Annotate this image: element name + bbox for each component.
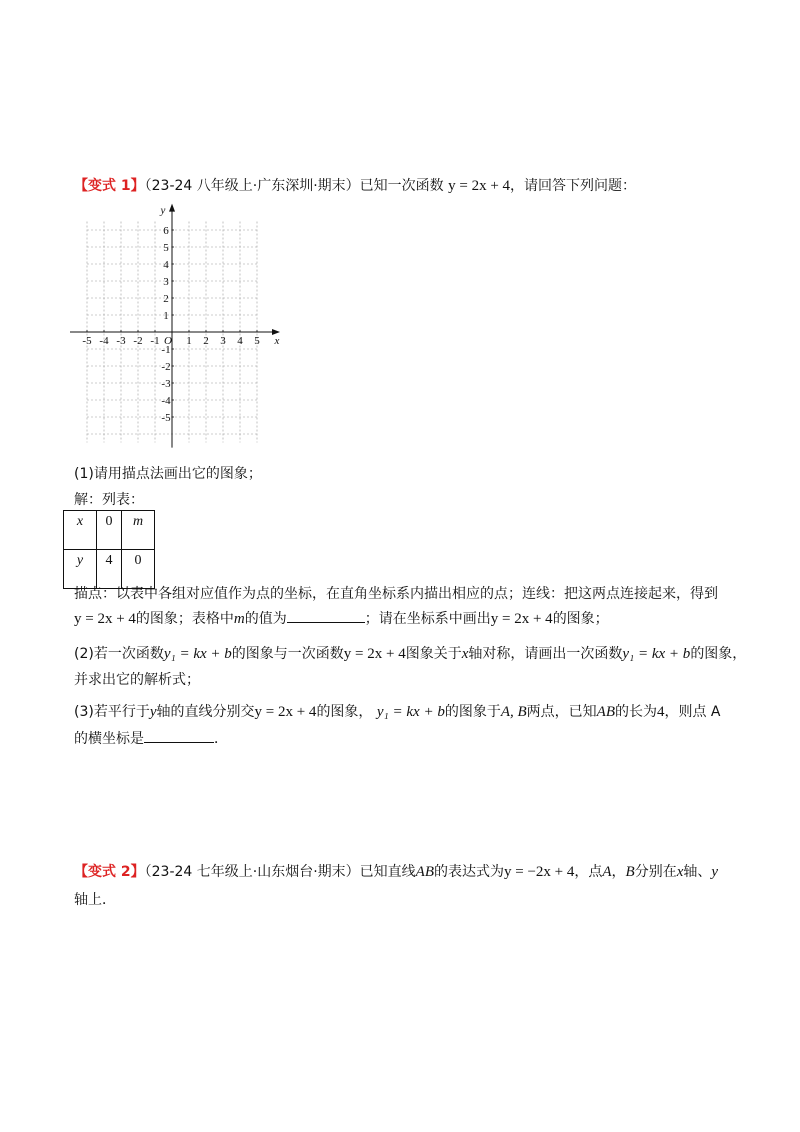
- q3-y: y: [149, 704, 157, 720]
- variant2-line2: 轴上．: [74, 892, 116, 908]
- q1-desc2-func2: y = 2x + 4: [490, 611, 553, 627]
- table-row: [64, 511, 155, 550]
- table-row: [64, 550, 155, 589]
- variant2-ab: AB: [415, 864, 434, 880]
- table-cell: y: [64, 550, 97, 589]
- q2-text-d: 轴对称，请画出一次函数: [468, 646, 623, 662]
- variant2-point-a: A: [602, 864, 612, 880]
- q2-line2: 并求出它的解析式；: [74, 672, 200, 688]
- table-cell: 0: [122, 550, 155, 589]
- q3-text-f: 的长为: [614, 704, 657, 720]
- coordinate-grid: [66, 200, 281, 450]
- y-tick-label: 1: [163, 310, 169, 322]
- q3-y1: y₁ = kx + b: [376, 704, 445, 720]
- q1-desc2-text-b: 的值为: [244, 611, 287, 627]
- q1-desc2-func: y = 2x + 4: [74, 611, 136, 627]
- q3-length: 4: [656, 704, 665, 720]
- q1-desc1: 描点：以表中各组对应值作为点的坐标，在直角坐标系内描出相应的点；连线：把这两点连接起来，得到: [74, 586, 718, 602]
- q3-line2: [74, 728, 228, 749]
- variant2-mid: 的表达式为: [433, 864, 504, 880]
- q1-desc2-text-c: ；请在坐标系中画出: [364, 611, 491, 627]
- q2-func: y = 2x + 4: [343, 646, 406, 662]
- q3-text-line2: 的横坐标是: [74, 731, 144, 747]
- x-tick-label: -2: [133, 335, 143, 347]
- value-table: [63, 510, 155, 589]
- x-tick-label: -4: [99, 335, 109, 347]
- variant1-heading: [74, 176, 636, 196]
- y-tick-label: -3: [161, 378, 171, 390]
- table-cell: m: [122, 511, 155, 550]
- variant1-func: y = 2x + 4: [448, 178, 511, 194]
- variant2-func: y = −2x + 4: [503, 864, 575, 880]
- y-tick-label: 4: [163, 259, 169, 271]
- q3-line1: [74, 702, 721, 722]
- table-cell: 0: [97, 511, 122, 550]
- q2-text-c: 图象关于: [405, 646, 462, 662]
- q3-text-end: ．: [214, 731, 228, 747]
- table-cell: 4: [97, 550, 122, 589]
- q1-desc2-text-d: 的图象；: [552, 611, 609, 627]
- variant2-text-a: ，点: [574, 864, 603, 880]
- x-tick-label: -1: [150, 335, 160, 347]
- q1-desc2-text-a: 的图象；表格中: [135, 611, 234, 627]
- variant2-lead: 已知直线: [359, 864, 416, 880]
- q2-text-a: (2)若一次函数: [74, 646, 164, 662]
- variant2-heading: [74, 862, 718, 882]
- q2-text-b: 的图象与一次函数: [231, 646, 344, 662]
- y-tick-label: 3: [163, 276, 169, 288]
- y-tick-label: 5: [163, 242, 169, 254]
- q3-ab-points: A, B: [500, 704, 527, 720]
- q1-solution: 解：列表：: [74, 492, 144, 508]
- q2-y1: y₁ = kx + b: [163, 646, 232, 662]
- q3-text-d: 的图象于: [444, 704, 501, 720]
- variant1-source: （23-24 八年级上·广东深圳·期末）: [144, 178, 360, 194]
- variant1-ask: ，请回答下列问题：: [510, 178, 637, 194]
- y-tick-label: -1: [161, 344, 171, 356]
- y-tick-label: -2: [161, 361, 171, 373]
- y-axis-label: y: [160, 204, 166, 217]
- variant2-y: y: [711, 864, 719, 880]
- origin-label: O: [164, 335, 172, 347]
- q1-title: (1)请用描点法画出它的图象；: [74, 466, 262, 482]
- x-tick-label: -3: [116, 335, 126, 347]
- y-tick-label: 2: [163, 293, 169, 305]
- q3-text-e: 两点，已知: [526, 704, 597, 720]
- y-tick-label: -4: [161, 395, 171, 407]
- q2-text-e: 的图象，: [690, 646, 747, 662]
- x-tick-label: 5: [254, 335, 260, 347]
- q3-text-g: ，则点 A: [664, 704, 721, 720]
- q1-desc2-m: m: [233, 611, 245, 627]
- variant2-tag: 【变式 2】: [74, 864, 145, 880]
- variant1-lead: 已知一次函数: [359, 178, 444, 194]
- variant2-source: （23-24 七年级上·山东烟台·期末）: [144, 864, 360, 880]
- y-tick-label: 6: [163, 225, 169, 237]
- q3-text-b: 轴的直线分别交: [156, 704, 255, 720]
- x-axis-label: x: [274, 335, 280, 347]
- answer-blank-a[interactable]: [144, 728, 214, 743]
- x-tick-label: 1: [186, 335, 192, 347]
- y-tick-label: -5: [161, 412, 171, 424]
- variant2-text-b: ，: [611, 864, 626, 880]
- answer-blank-m[interactable]: [287, 608, 365, 623]
- q3-ab: AB: [596, 704, 615, 720]
- x-tick-label: 2: [203, 335, 209, 347]
- x-tick-label: -5: [82, 335, 92, 347]
- q2-line1: [74, 644, 746, 664]
- q3-text-c: 的图象，: [316, 704, 373, 720]
- q1-desc2: [74, 608, 609, 629]
- variant1-tag: 【变式 1】: [74, 178, 145, 194]
- q3-func: y = 2x + 4: [254, 704, 317, 720]
- variant2-text-d: 轴、: [683, 864, 712, 880]
- variant2-text-c: 分别在: [634, 864, 677, 880]
- q2-x: x: [461, 646, 469, 662]
- variant2-point-b: B: [625, 864, 635, 880]
- x-tick-label: 4: [237, 335, 243, 347]
- q2-y1b: y₁ = kx + b: [622, 646, 691, 662]
- variant2-x: x: [676, 864, 684, 880]
- q3-text-a: (3)若平行于: [74, 704, 150, 720]
- x-tick-label: 3: [220, 335, 226, 347]
- table-cell: x: [64, 511, 97, 550]
- y-axis-arrow: [169, 204, 175, 212]
